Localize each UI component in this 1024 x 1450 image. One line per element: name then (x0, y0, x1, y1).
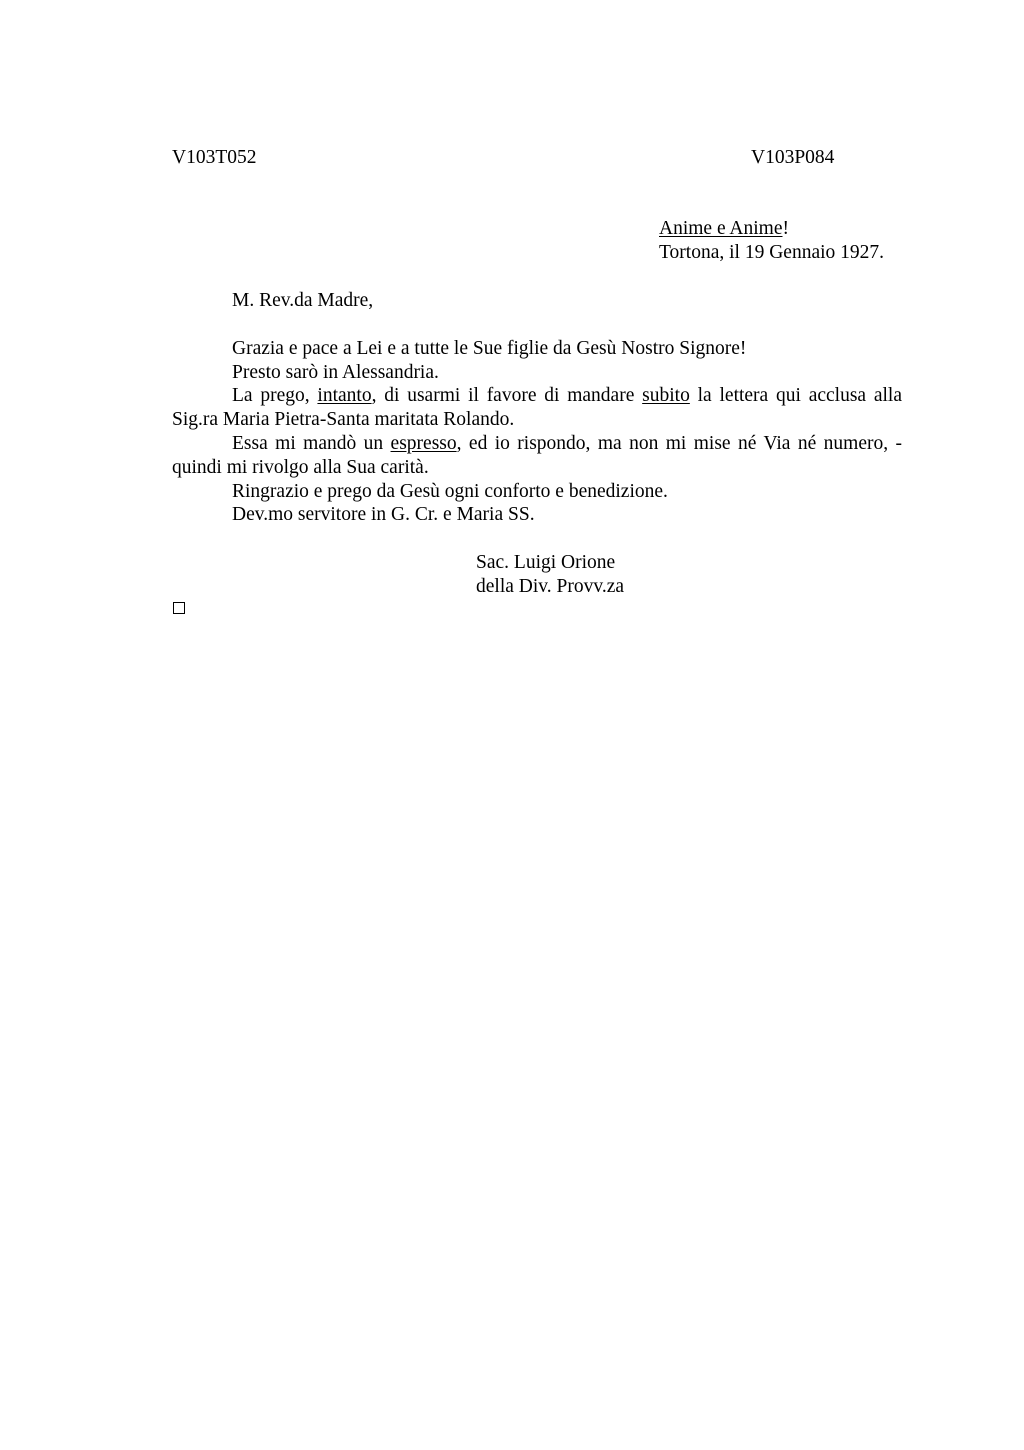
header-left-code: V103T052 (172, 147, 257, 168)
body-line-1: Grazia e pace a Lei e a tutte le Sue figlie da Gesù Nostro Signore! (232, 338, 747, 359)
p4-underlined-espresso: espresso (390, 433, 457, 454)
motto-punct: ! (782, 218, 789, 239)
motto-underlined: Anime e Anime (659, 218, 783, 239)
signature-name: Sac. Luigi Orione (476, 552, 616, 573)
motto (659, 217, 789, 241)
salutation: M. Rev.da Madre, (232, 290, 374, 311)
p3-text-c: la lettera qui acclusa alla Sig.ra Maria Pietra-Santa maritata Rolando. (172, 385, 903, 430)
p3-underlined-intanto: intanto (317, 385, 372, 406)
body-line-2: Presto sarò in Alessandria. (232, 362, 439, 383)
p3-text-b: , di usarmi il favore di mandare (371, 385, 643, 406)
body-paragraph-4 (172, 432, 902, 480)
body-line-5: Ringrazio e prego da Gesù ogni conforto e benedizione. (232, 481, 668, 502)
header-right-code: V103P084 (751, 147, 835, 168)
p3-underlined-subito: subito (642, 385, 690, 406)
body-line-6: Dev.mo servitore in G. Cr. e Maria SS. (232, 504, 535, 525)
body-paragraph-3 (172, 384, 902, 432)
p4-text-a: Essa mi mandò un (232, 433, 391, 454)
p4-text-b: , ed io rispondo, ma non mi mise né Via né numero, - quindi mi rivolgo alla Sua carità. (172, 433, 902, 478)
place-date: Tortona, il 19 Gennaio 1927. (659, 242, 885, 263)
p3-text-a: La prego, (232, 385, 318, 406)
checkbox-square-icon (173, 602, 185, 614)
signature-title: della Div. Provv.za (476, 576, 625, 597)
